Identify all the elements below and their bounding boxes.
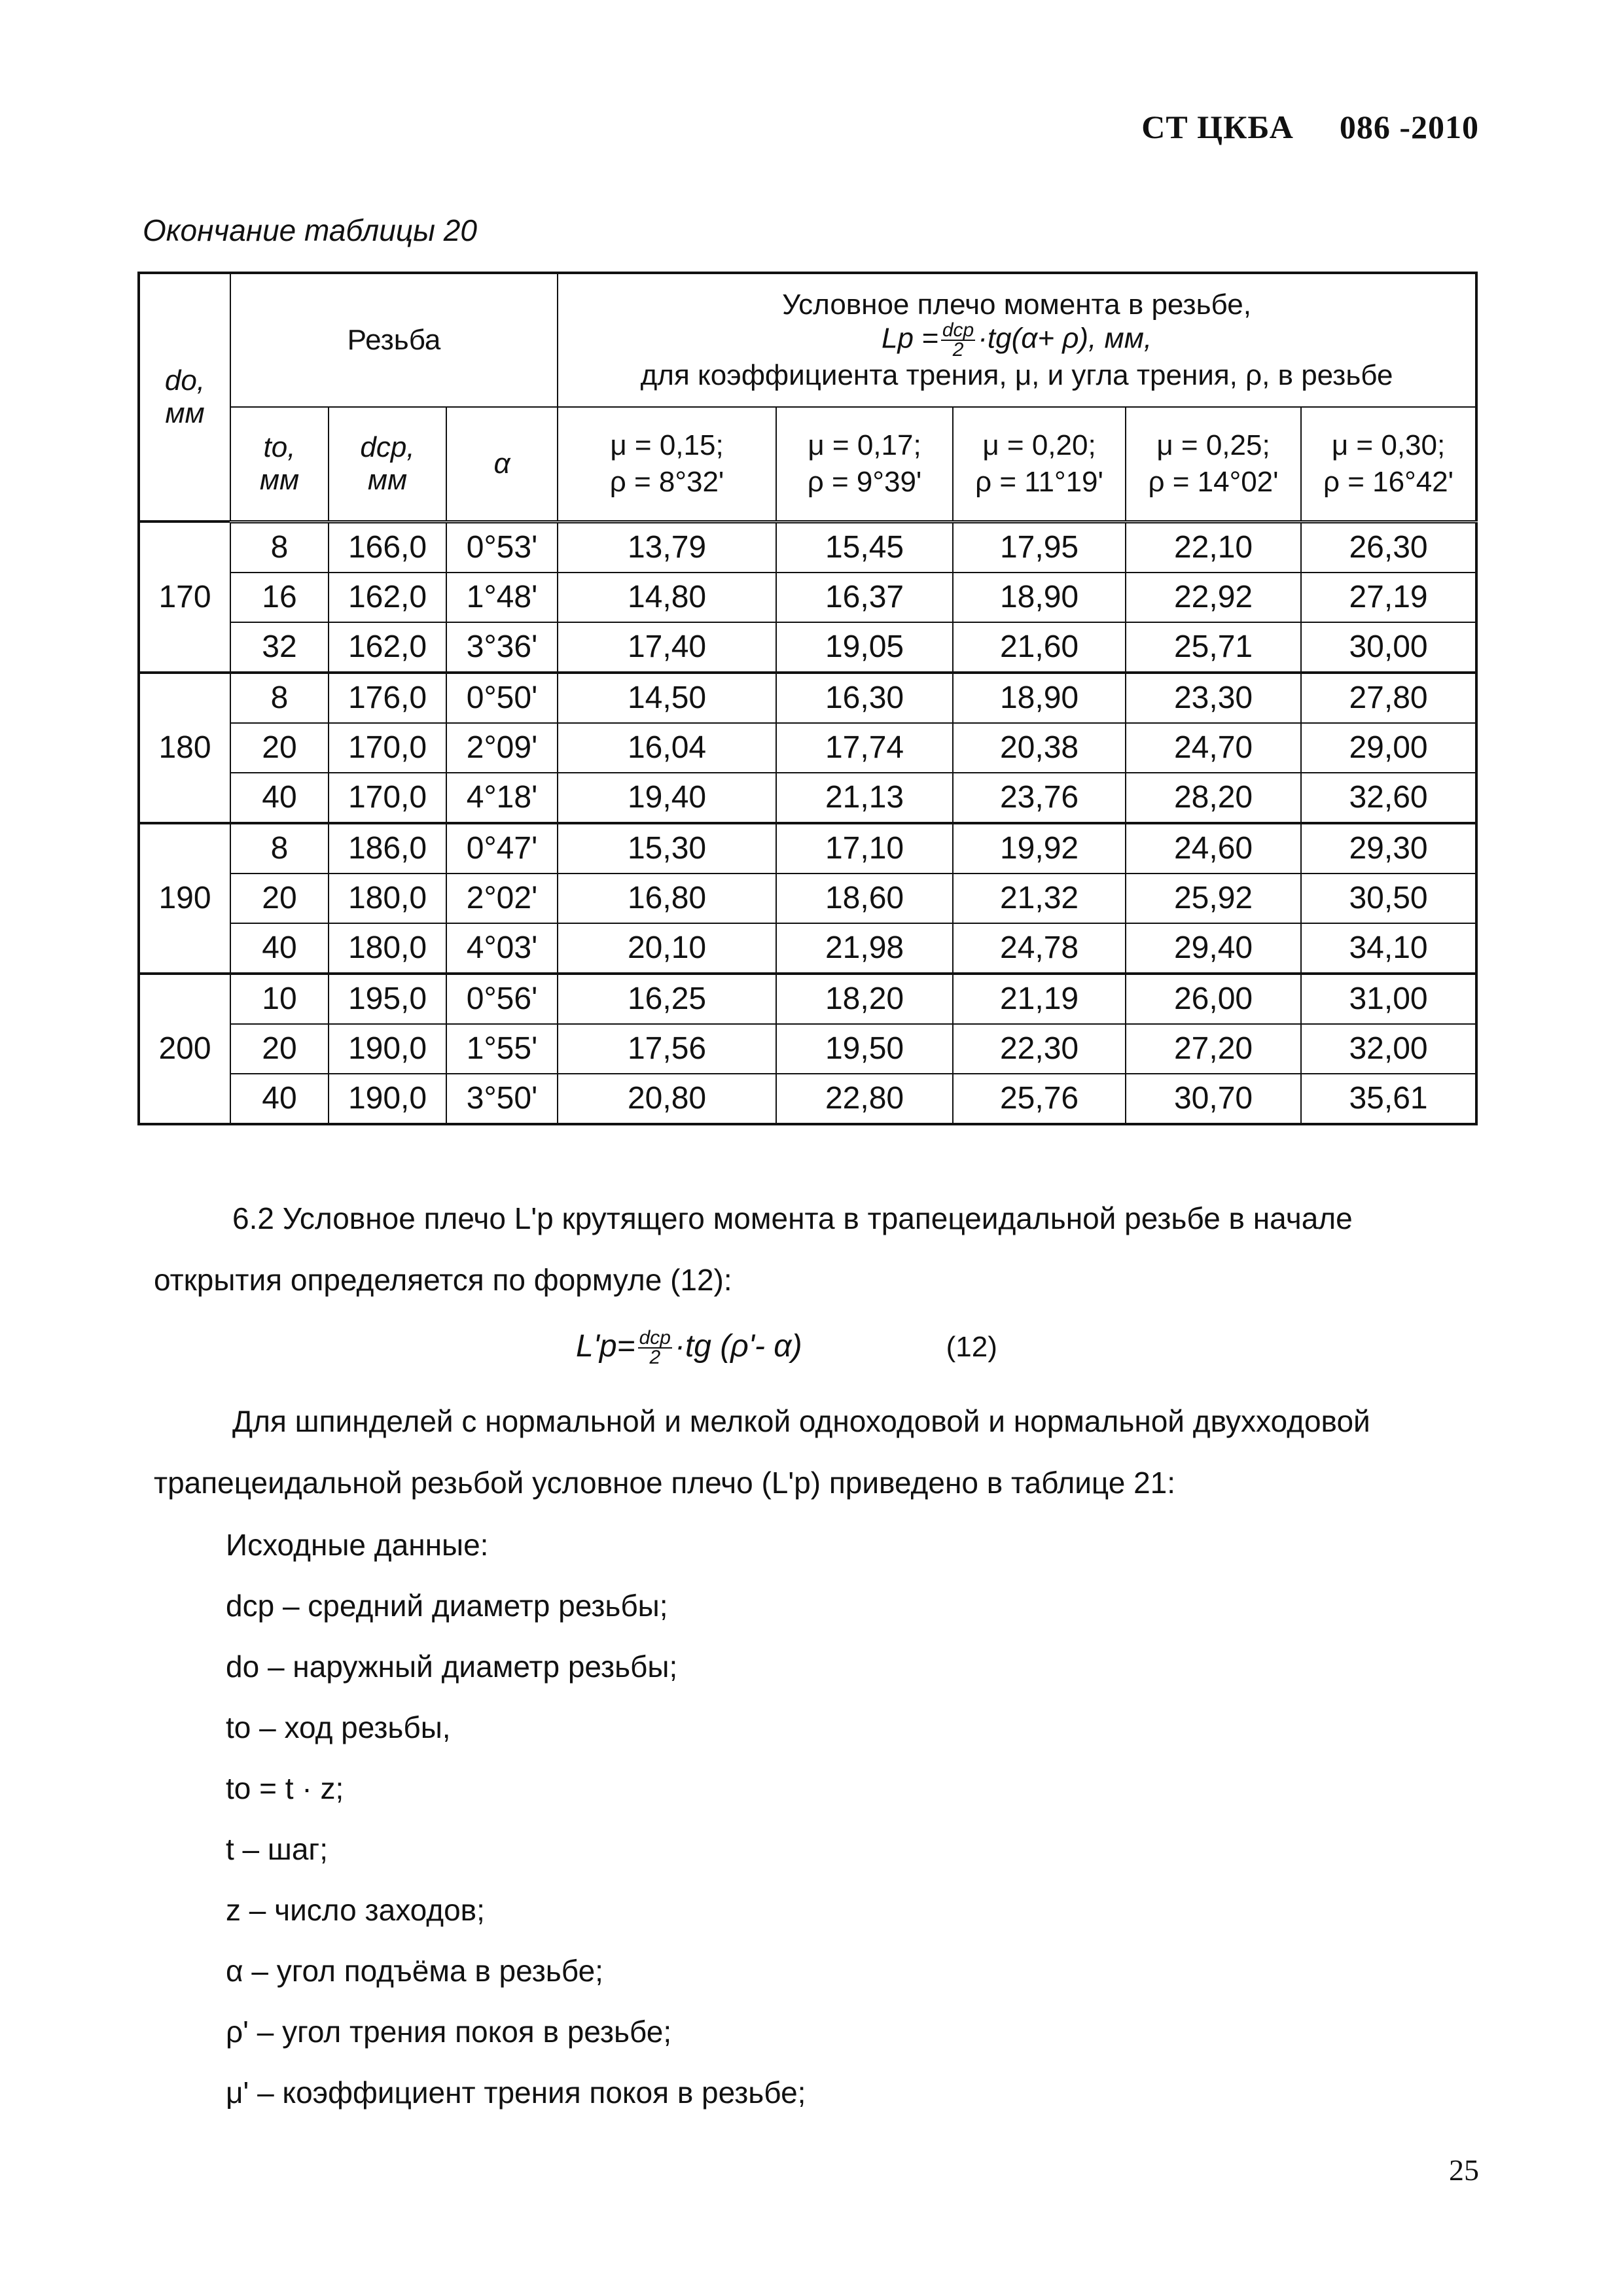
definition-item: dо – наружный диаметр резьбы; (226, 1650, 678, 1684)
definition-item: t – шаг; (226, 1832, 328, 1866)
cell-alpha: 2°02' (446, 874, 558, 923)
cell-dcp: 162,0 (329, 573, 446, 622)
cell-value: 30,50 (1301, 874, 1476, 923)
header-mu-1: μ = 0,15; ρ = 8°32' (558, 407, 776, 521)
header-t0: tо, мм (230, 407, 329, 521)
cell-value: 23,76 (953, 773, 1126, 823)
cell-value: 20,80 (558, 1074, 776, 1124)
cell-d0: 180 (139, 673, 230, 823)
cell-value: 17,95 (953, 521, 1126, 573)
cell-value: 19,92 (953, 823, 1126, 874)
page-number: 25 (1449, 2153, 1479, 2187)
cell-alpha: 0°56' (446, 974, 558, 1024)
cell-alpha: 2°09' (446, 723, 558, 773)
cell-value: 32,00 (1301, 1024, 1476, 1074)
definition-item: α – угол подъёма в резьбе; (226, 1954, 603, 1988)
table-row (139, 974, 1476, 1024)
cell-value: 21,60 (953, 622, 1126, 673)
cell-value: 35,61 (1301, 1074, 1476, 1124)
cell-value: 18,90 (953, 673, 1126, 723)
cell-alpha: 1°48' (446, 573, 558, 622)
table-caption: Окончание таблицы 20 (143, 213, 477, 247)
paragraph-6-2: 6.2 Условное плечо L'p крутящего момента в трапецеидальной резьбе в начале открытия определяется по формуле (12): (154, 1201, 1353, 1297)
table-row (139, 773, 1476, 823)
definition-item: ρ' – угол трения покоя в резьбе; (226, 2015, 672, 2049)
cell-alpha: 3°36' (446, 622, 558, 673)
cell-value: 17,74 (776, 723, 953, 773)
cell-dcp: 180,0 (329, 874, 446, 923)
definitions-list (226, 1515, 806, 2123)
cell-value: 16,25 (558, 974, 776, 1024)
cell-t0: 8 (230, 521, 329, 573)
cell-value: 19,05 (776, 622, 953, 673)
table-row (139, 673, 1476, 723)
cell-value: 30,00 (1301, 622, 1476, 673)
cell-value: 21,19 (953, 974, 1126, 1024)
header-mu-3: μ = 0,20; ρ = 11°19' (953, 407, 1126, 521)
table-row (139, 622, 1476, 673)
doc-code-label: СТ ЦКБА (1141, 109, 1294, 145)
cell-value: 16,37 (776, 573, 953, 622)
cell-alpha: 4°18' (446, 773, 558, 823)
cell-value: 14,80 (558, 573, 776, 622)
cell-dcp: 166,0 (329, 521, 446, 573)
cell-value: 26,00 (1126, 974, 1301, 1024)
cell-value: 20,38 (953, 723, 1126, 773)
cell-value: 18,60 (776, 874, 953, 923)
cell-value: 22,92 (1126, 573, 1301, 622)
cell-value: 17,40 (558, 622, 776, 673)
header-dcp: dср, мм (329, 407, 446, 521)
cell-t0: 20 (230, 1024, 329, 1074)
cell-value: 21,32 (953, 874, 1126, 923)
cell-dcp: 162,0 (329, 622, 446, 673)
cell-value: 22,30 (953, 1024, 1126, 1074)
cell-value: 22,10 (1126, 521, 1301, 573)
cell-value: 27,80 (1301, 673, 1476, 723)
cell-alpha: 1°55' (446, 1024, 558, 1074)
cell-value: 25,71 (1126, 622, 1301, 673)
header-d0: dо, мм (139, 273, 230, 521)
cell-t0: 8 (230, 823, 329, 874)
cell-t0: 10 (230, 974, 329, 1024)
header-mu-4: μ = 0,25; ρ = 14°02' (1126, 407, 1301, 521)
cell-value: 16,04 (558, 723, 776, 773)
cell-value: 18,90 (953, 573, 1126, 622)
definition-item: Исходные данные: (226, 1528, 489, 1562)
cell-value: 22,80 (776, 1074, 953, 1124)
definition-item: tо = t · z; (226, 1771, 344, 1805)
cell-value: 15,45 (776, 521, 953, 573)
cell-value: 32,60 (1301, 773, 1476, 823)
definition-item: z – число заходов; (226, 1893, 485, 1927)
table-row (139, 723, 1476, 773)
cell-value: 30,70 (1126, 1074, 1301, 1124)
table-row (139, 573, 1476, 622)
cell-value: 20,10 (558, 923, 776, 974)
cell-alpha: 3°50' (446, 1074, 558, 1124)
cell-t0: 40 (230, 923, 329, 974)
cell-value: 25,92 (1126, 874, 1301, 923)
cell-value: 16,80 (558, 874, 776, 923)
thread-table (137, 272, 1478, 1125)
cell-value: 24,60 (1126, 823, 1301, 874)
cell-alpha: 0°53' (446, 521, 558, 573)
definition-item: tо – ход резьбы, (226, 1710, 451, 1744)
document-code (1141, 108, 1479, 146)
cell-value: 17,10 (776, 823, 953, 874)
table-row (139, 1074, 1476, 1124)
cell-dcp: 186,0 (329, 823, 446, 874)
table-row (139, 923, 1476, 974)
cell-value: 13,79 (558, 521, 776, 573)
table-body (139, 521, 1476, 1124)
header-mu-2: μ = 0,17; ρ = 9°39' (776, 407, 953, 521)
table-row (139, 1024, 1476, 1074)
cell-dcp: 190,0 (329, 1024, 446, 1074)
cell-alpha: 0°50' (446, 673, 558, 723)
cell-value: 21,98 (776, 923, 953, 974)
formula-12: L'p= $\frac{\text{dср}}{2}$ ·tg (ρ'- α) (12) (576, 1327, 997, 1369)
cell-value: 17,56 (558, 1024, 776, 1074)
cell-t0: 20 (230, 723, 329, 773)
cell-value: 29,00 (1301, 723, 1476, 773)
cell-value: 19,40 (558, 773, 776, 823)
header-alpha: α (446, 407, 558, 521)
cell-alpha: 0°47' (446, 823, 558, 874)
cell-value: 24,70 (1126, 723, 1301, 773)
cell-dcp: 180,0 (329, 923, 446, 974)
cell-t0: 40 (230, 773, 329, 823)
cell-d0: 190 (139, 823, 230, 974)
cell-dcp: 176,0 (329, 673, 446, 723)
cell-value: 27,20 (1126, 1024, 1301, 1074)
header-mu-5: μ = 0,30; ρ = 16°42' (1301, 407, 1476, 521)
header-moment: Условное плечо момента в резьбе, Lp = $\frac{\text{dср}}{2}$ ·tg(α+ ρ), мм, для коэффициента трения, μ, и угла трения, ρ, в резьбе (558, 273, 1476, 407)
cell-value: 28,20 (1126, 773, 1301, 823)
cell-value: 18,20 (776, 974, 953, 1024)
cell-value: 31,00 (1301, 974, 1476, 1024)
table-row (139, 874, 1476, 923)
cell-dcp: 170,0 (329, 773, 446, 823)
cell-dcp: 190,0 (329, 1074, 446, 1124)
cell-t0: 32 (230, 622, 329, 673)
table-row (139, 521, 1476, 573)
cell-value: 27,19 (1301, 573, 1476, 622)
cell-t0: 8 (230, 673, 329, 723)
cell-value: 15,30 (558, 823, 776, 874)
cell-t0: 40 (230, 1074, 329, 1124)
cell-value: 24,78 (953, 923, 1126, 974)
cell-value: 19,50 (776, 1024, 953, 1074)
header-thread: Резьба (230, 273, 558, 407)
formula-tag: (12) (946, 1331, 997, 1363)
cell-dcp: 170,0 (329, 723, 446, 773)
doc-code-number: 086 -2010 (1339, 109, 1479, 145)
cell-t0: 20 (230, 874, 329, 923)
paragraph-table-21: Для шпинделей с нормальной и мелкой одноходовой и нормальной двухходовой трапецеидальной резьбой условное плечо (L'p) приведено в таблице 21: (154, 1404, 1370, 1500)
cell-alpha: 4°03' (446, 923, 558, 974)
cell-value: 14,50 (558, 673, 776, 723)
cell-value: 26,30 (1301, 521, 1476, 573)
cell-d0: 170 (139, 521, 230, 673)
cell-value: 34,10 (1301, 923, 1476, 974)
cell-value: 23,30 (1126, 673, 1301, 723)
table-row (139, 823, 1476, 874)
definition-item: dср – средний диаметр резьбы; (226, 1589, 668, 1623)
cell-value: 25,76 (953, 1074, 1126, 1124)
cell-t0: 16 (230, 573, 329, 622)
cell-value: 29,30 (1301, 823, 1476, 874)
definition-item: μ' – коэффициент трения покоя в резьбе; (226, 2075, 806, 2110)
cell-d0: 200 (139, 974, 230, 1124)
cell-dcp: 195,0 (329, 974, 446, 1024)
cell-value: 16,30 (776, 673, 953, 723)
cell-value: 29,40 (1126, 923, 1301, 974)
cell-value: 21,13 (776, 773, 953, 823)
